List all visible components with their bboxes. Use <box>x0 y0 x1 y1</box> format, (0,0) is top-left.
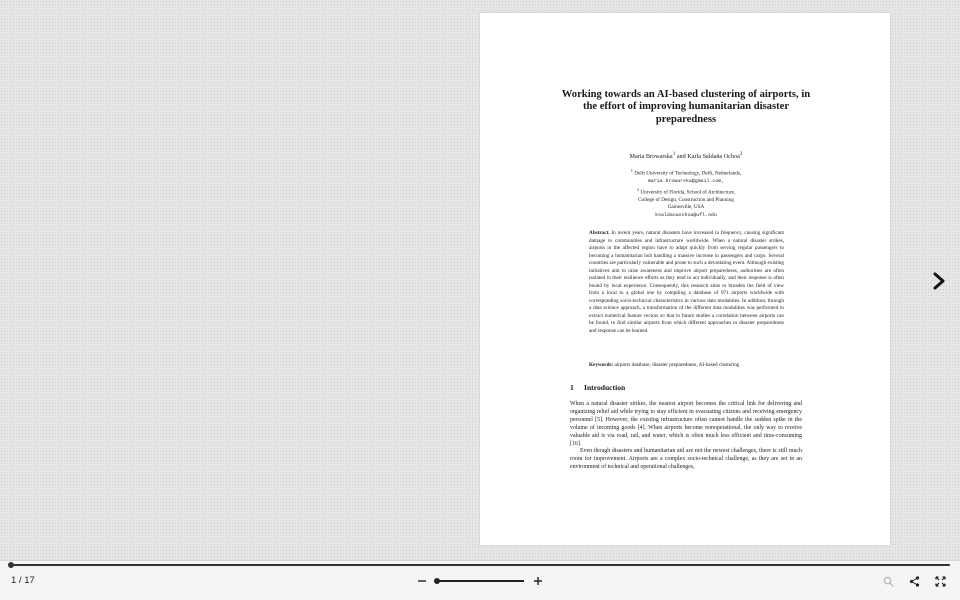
section-number: 1 <box>570 383 574 392</box>
author-separator: and <box>675 153 688 161</box>
pdf-page <box>480 13 890 545</box>
intro-body <box>570 401 802 472</box>
zoom-in-button[interactable] <box>530 574 546 588</box>
plus-icon <box>533 576 543 586</box>
affiliation-sup: 2 <box>636 186 640 192</box>
affiliation-sup: 1 <box>630 168 633 173</box>
zoom-slider-handle[interactable] <box>434 578 440 584</box>
viewer-toolbar <box>0 560 960 600</box>
affiliation-text: Delft University of Technology, Delft, Netherlands, <box>634 170 742 177</box>
affiliation-line: College of Design, Construction and Planning <box>638 196 734 203</box>
keywords <box>589 362 794 370</box>
zoom-slider[interactable] <box>436 580 524 582</box>
affiliation-email: ksaldanaochoa@ufl.edu <box>655 212 717 218</box>
abstract <box>589 230 784 335</box>
affiliation-line: Gainesville, USA <box>667 204 705 211</box>
page-progress-handle[interactable] <box>8 562 14 568</box>
search-button[interactable] <box>881 574 895 588</box>
section-heading <box>570 383 802 392</box>
author-sup: 2 <box>739 151 743 157</box>
abstract-label: Abstract. <box>589 230 610 236</box>
section-title: Introduction <box>584 383 626 392</box>
affiliation-line <box>590 167 782 178</box>
share-button[interactable] <box>907 574 921 588</box>
zoom-out-button[interactable] <box>414 574 430 588</box>
page-progress-bar[interactable] <box>10 564 950 566</box>
affiliation-line <box>590 186 782 197</box>
fullscreen-icon <box>935 576 946 587</box>
paper-authors <box>560 150 812 161</box>
keywords-label: Keywords: <box>589 362 614 368</box>
affiliations <box>590 167 782 219</box>
paragraph: When a natural disaster strikes, the nearest airport becomes the critical link for delivering and organizing relief aid while trying to stay efficient in evacuating citizens and receiving emergency personnel [5]. However, the existing infrastructure often cannot handle the sudden spike in the volume of incoming goods [4]. When airports become nonoperational, the only way to receive valuable aid is via road, rail, and water, which is often much less efficient and time-consuming [16]. <box>570 401 802 447</box>
author-name: Maria Browarska <box>629 153 673 161</box>
affiliation-email: maria.browarska@gmail.com, <box>647 179 725 185</box>
share-icon <box>909 576 920 587</box>
paragraph: Even though disasters and humanitarian aid are not the newest challenges, there is still much room for improvement. Airports are a complex socio-technical challenge, as they are set in an environment of technical and operational challenges, <box>570 448 802 471</box>
next-page-button[interactable] <box>926 268 952 294</box>
fullscreen-button[interactable] <box>933 574 947 588</box>
page-indicator: 1 / 17 <box>11 575 35 586</box>
paper-title: Working towards an AI-based clustering of airports, in the effort of improving humanitarian disaster preparedness <box>561 89 811 125</box>
affiliation-text: University of Florida, School of Architecture, <box>640 189 736 196</box>
abstract-text: In recent years, natural disasters have increased in frequency, causing significant damage to communities and infrastructure worldwide. When a natural disaster strikes, airports in the affected region have to adapt quickly from serving regular passengers to becoming a humanitarian hub handling a massive increase in passengers and cargo. Several countries are particularly vulnerable and prone to such a devastating event. Although existing initiatives aim to raise awareness and improve airport preparedness, authorities are often isolated in their resilience efforts as they tend to act individually, and their response is often bound by local experience. Consequently, this research aims to broaden the field of view from a local to a global one by compiling a database of 971 airports worldwide with corresponding socio-technical characteristics in various data modalities. In addition, through a data science approach, a transformation of the different data modalities was performed to extract numerical feature vectors so that in future studies a correlation between airports can be found, to find similar airports from which different approaches to disaster preparedness and response can be learned. <box>589 230 785 334</box>
minus-icon <box>417 576 427 586</box>
keywords-text: airports database, disaster preparedness, AI-based clustering <box>614 362 740 368</box>
search-icon <box>883 576 894 587</box>
author-name: Karla Saldaña Ochoa <box>687 153 740 161</box>
chevron-right-icon <box>932 272 946 290</box>
author-sup: 1 <box>672 151 676 157</box>
